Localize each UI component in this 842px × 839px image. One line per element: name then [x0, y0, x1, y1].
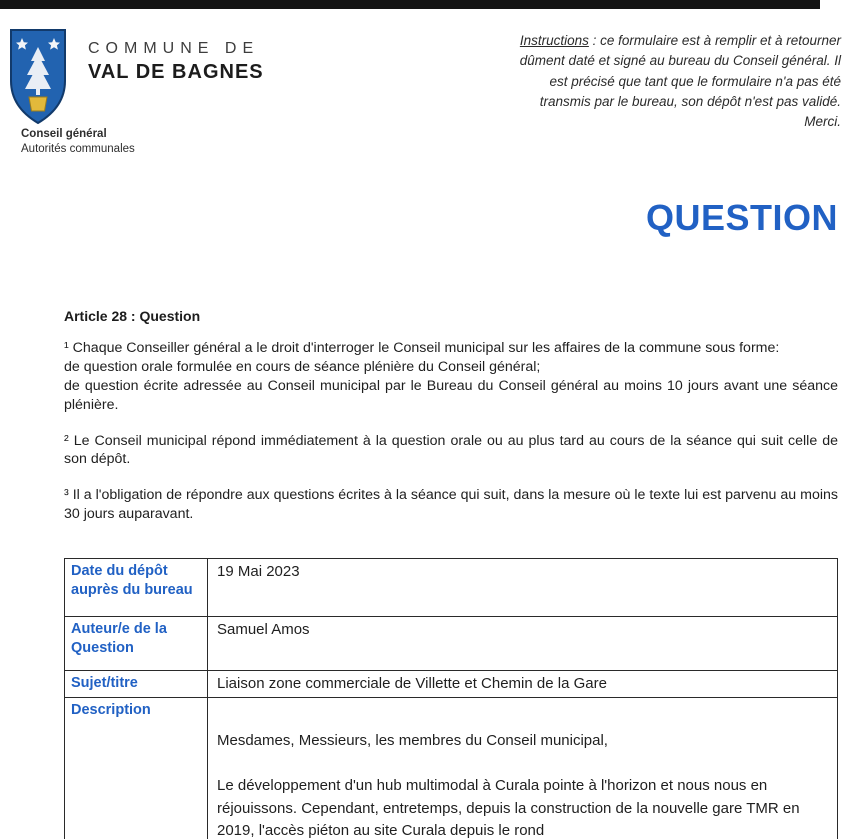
table-row-description [65, 697, 838, 839]
table-row-subject [65, 671, 838, 698]
scan-top-bar [0, 0, 820, 9]
instructions-note [509, 31, 841, 132]
subject-value: Liaison zone commerciale de Villette et Chemin de la Gare [208, 671, 838, 698]
document-title: QUESTION [645, 197, 838, 238]
author-value: Samuel Amos [208, 617, 838, 671]
question-form-table [64, 558, 838, 839]
table-row-author [65, 617, 838, 671]
description-label: Description [65, 697, 208, 839]
department-block [21, 127, 135, 157]
instructions-label: Instructions [519, 33, 589, 48]
article-paragraph-1-intro: ¹ Chaque Conseiller général a le droit d'interroger le Conseil municipal sur les affaires de la commune sous forme: [64, 340, 780, 356]
article-paragraph-1-item-1: de question orale formulée en cours de séance plénière du Conseil général; [64, 358, 541, 375]
article-28-section [64, 308, 838, 524]
date-label: Date du dépôt auprès du bureau [65, 559, 208, 617]
date-value: 19 Mai 2023 [208, 559, 838, 617]
article-paragraph-1-item-2: de question écrite adressée au Conseil municipal par le Bureau du Conseil général au moins 10 jours avant une séance plénière. [64, 377, 838, 413]
commune-name-line2: VAL DE BAGNES [88, 61, 264, 83]
subject-label: Sujet/titre [65, 671, 208, 698]
author-label: Auteur/e de la Question [65, 617, 208, 671]
commune-name-block [88, 40, 264, 84]
instructions-text: : ce formulaire est à remplir et à retourner dûment daté et signé au bureau du Conseil général. Il est précisé que tant que le formulaire n'a pas été transmis par le bureau, son dépôt n'est pas validé. Merci. [519, 33, 841, 129]
table-row-date [65, 559, 838, 617]
description-salutation: Mesdames, Messieurs, les membres du Conseil municipal, [217, 731, 608, 749]
description-paragraph: Le développement d'un hub multimodal à Curala pointe à l'horizon et nous nous en réjouissons. Cependant, entretemps, depuis la construction de la nouvelle gare TMR en 2019, l'accès piéton au site Curala depuis le rond [217, 777, 800, 839]
department-name: Conseil général [21, 128, 107, 140]
article-paragraph-3: ³ Il a l'obligation de répondre aux questions écrites à la séance qui suit, dans la mesure où le texte lui est parvenu au moins 30 jours auparavant. [64, 487, 838, 523]
article-paragraph-2: ² Le Conseil municipal répond immédiatement à la question orale ou au plus tard au cours de la séance qui suit celle de son dépôt. [64, 432, 838, 468]
department-subname: Autorités communales [21, 142, 135, 155]
commune-name-line1: COMMUNE DE [88, 40, 260, 57]
val-de-bagnes-coat-of-arms-icon [8, 27, 68, 127]
article-heading: Article 28 : Question [64, 308, 201, 324]
description-value [208, 697, 838, 839]
